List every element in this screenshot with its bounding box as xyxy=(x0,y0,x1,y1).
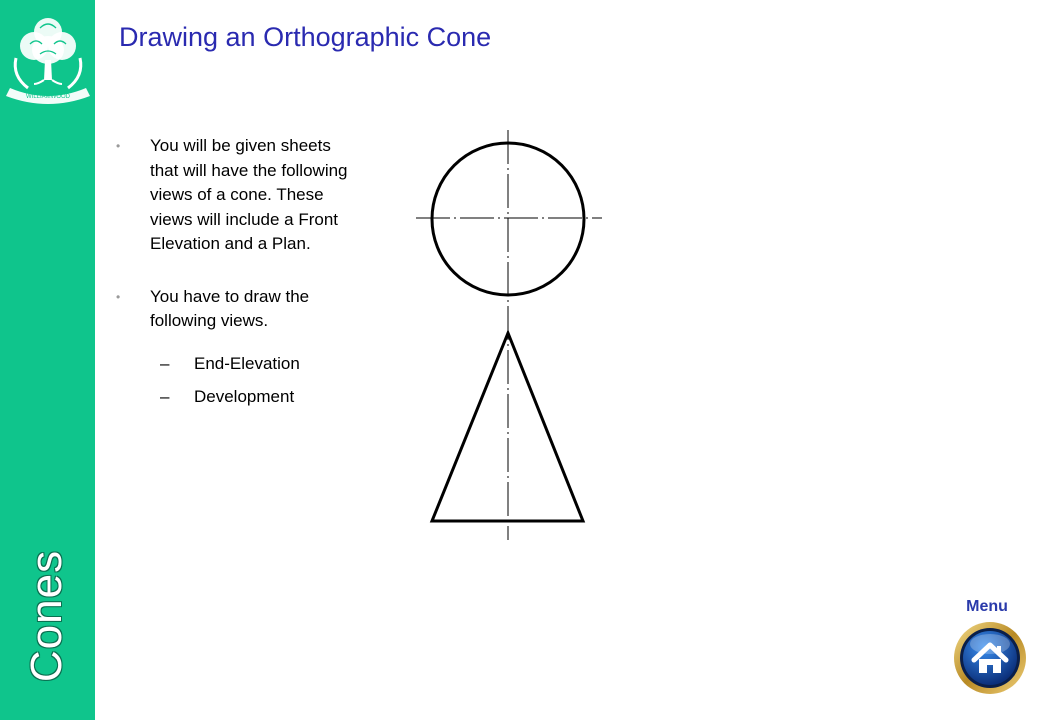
sub-marker: – xyxy=(160,353,170,373)
plan-view xyxy=(416,143,602,295)
cone-orthographic-drawing xyxy=(400,125,620,545)
school-crest-logo xyxy=(4,8,92,108)
bullet-text: You will be given sheets that will have the following views of a cone. These views will include a Front Elevation and a Plan. xyxy=(150,136,348,253)
sub-list xyxy=(116,347,356,413)
menu-label: Menu xyxy=(966,598,1008,615)
bullet-marker: • xyxy=(116,289,121,304)
home-menu-button[interactable] xyxy=(952,620,1028,696)
sub-marker: – xyxy=(160,386,170,406)
slide-content xyxy=(116,134,356,413)
sub-text: Development xyxy=(194,386,295,406)
sidebar xyxy=(0,0,95,720)
bullet-item xyxy=(116,285,356,334)
bullet-text: You have to draw the following views. xyxy=(150,286,310,330)
logo-text: WILLIAMWOOD xyxy=(25,94,71,100)
sub-text: End-Elevation xyxy=(194,353,300,373)
sub-item xyxy=(116,347,356,380)
bullet-marker: • xyxy=(116,139,121,153)
sidebar-title: Cones xyxy=(22,549,71,683)
sub-item xyxy=(116,380,356,413)
page-title: Drawing an Orthographic Cone xyxy=(119,22,492,52)
bullet-item xyxy=(116,134,356,257)
